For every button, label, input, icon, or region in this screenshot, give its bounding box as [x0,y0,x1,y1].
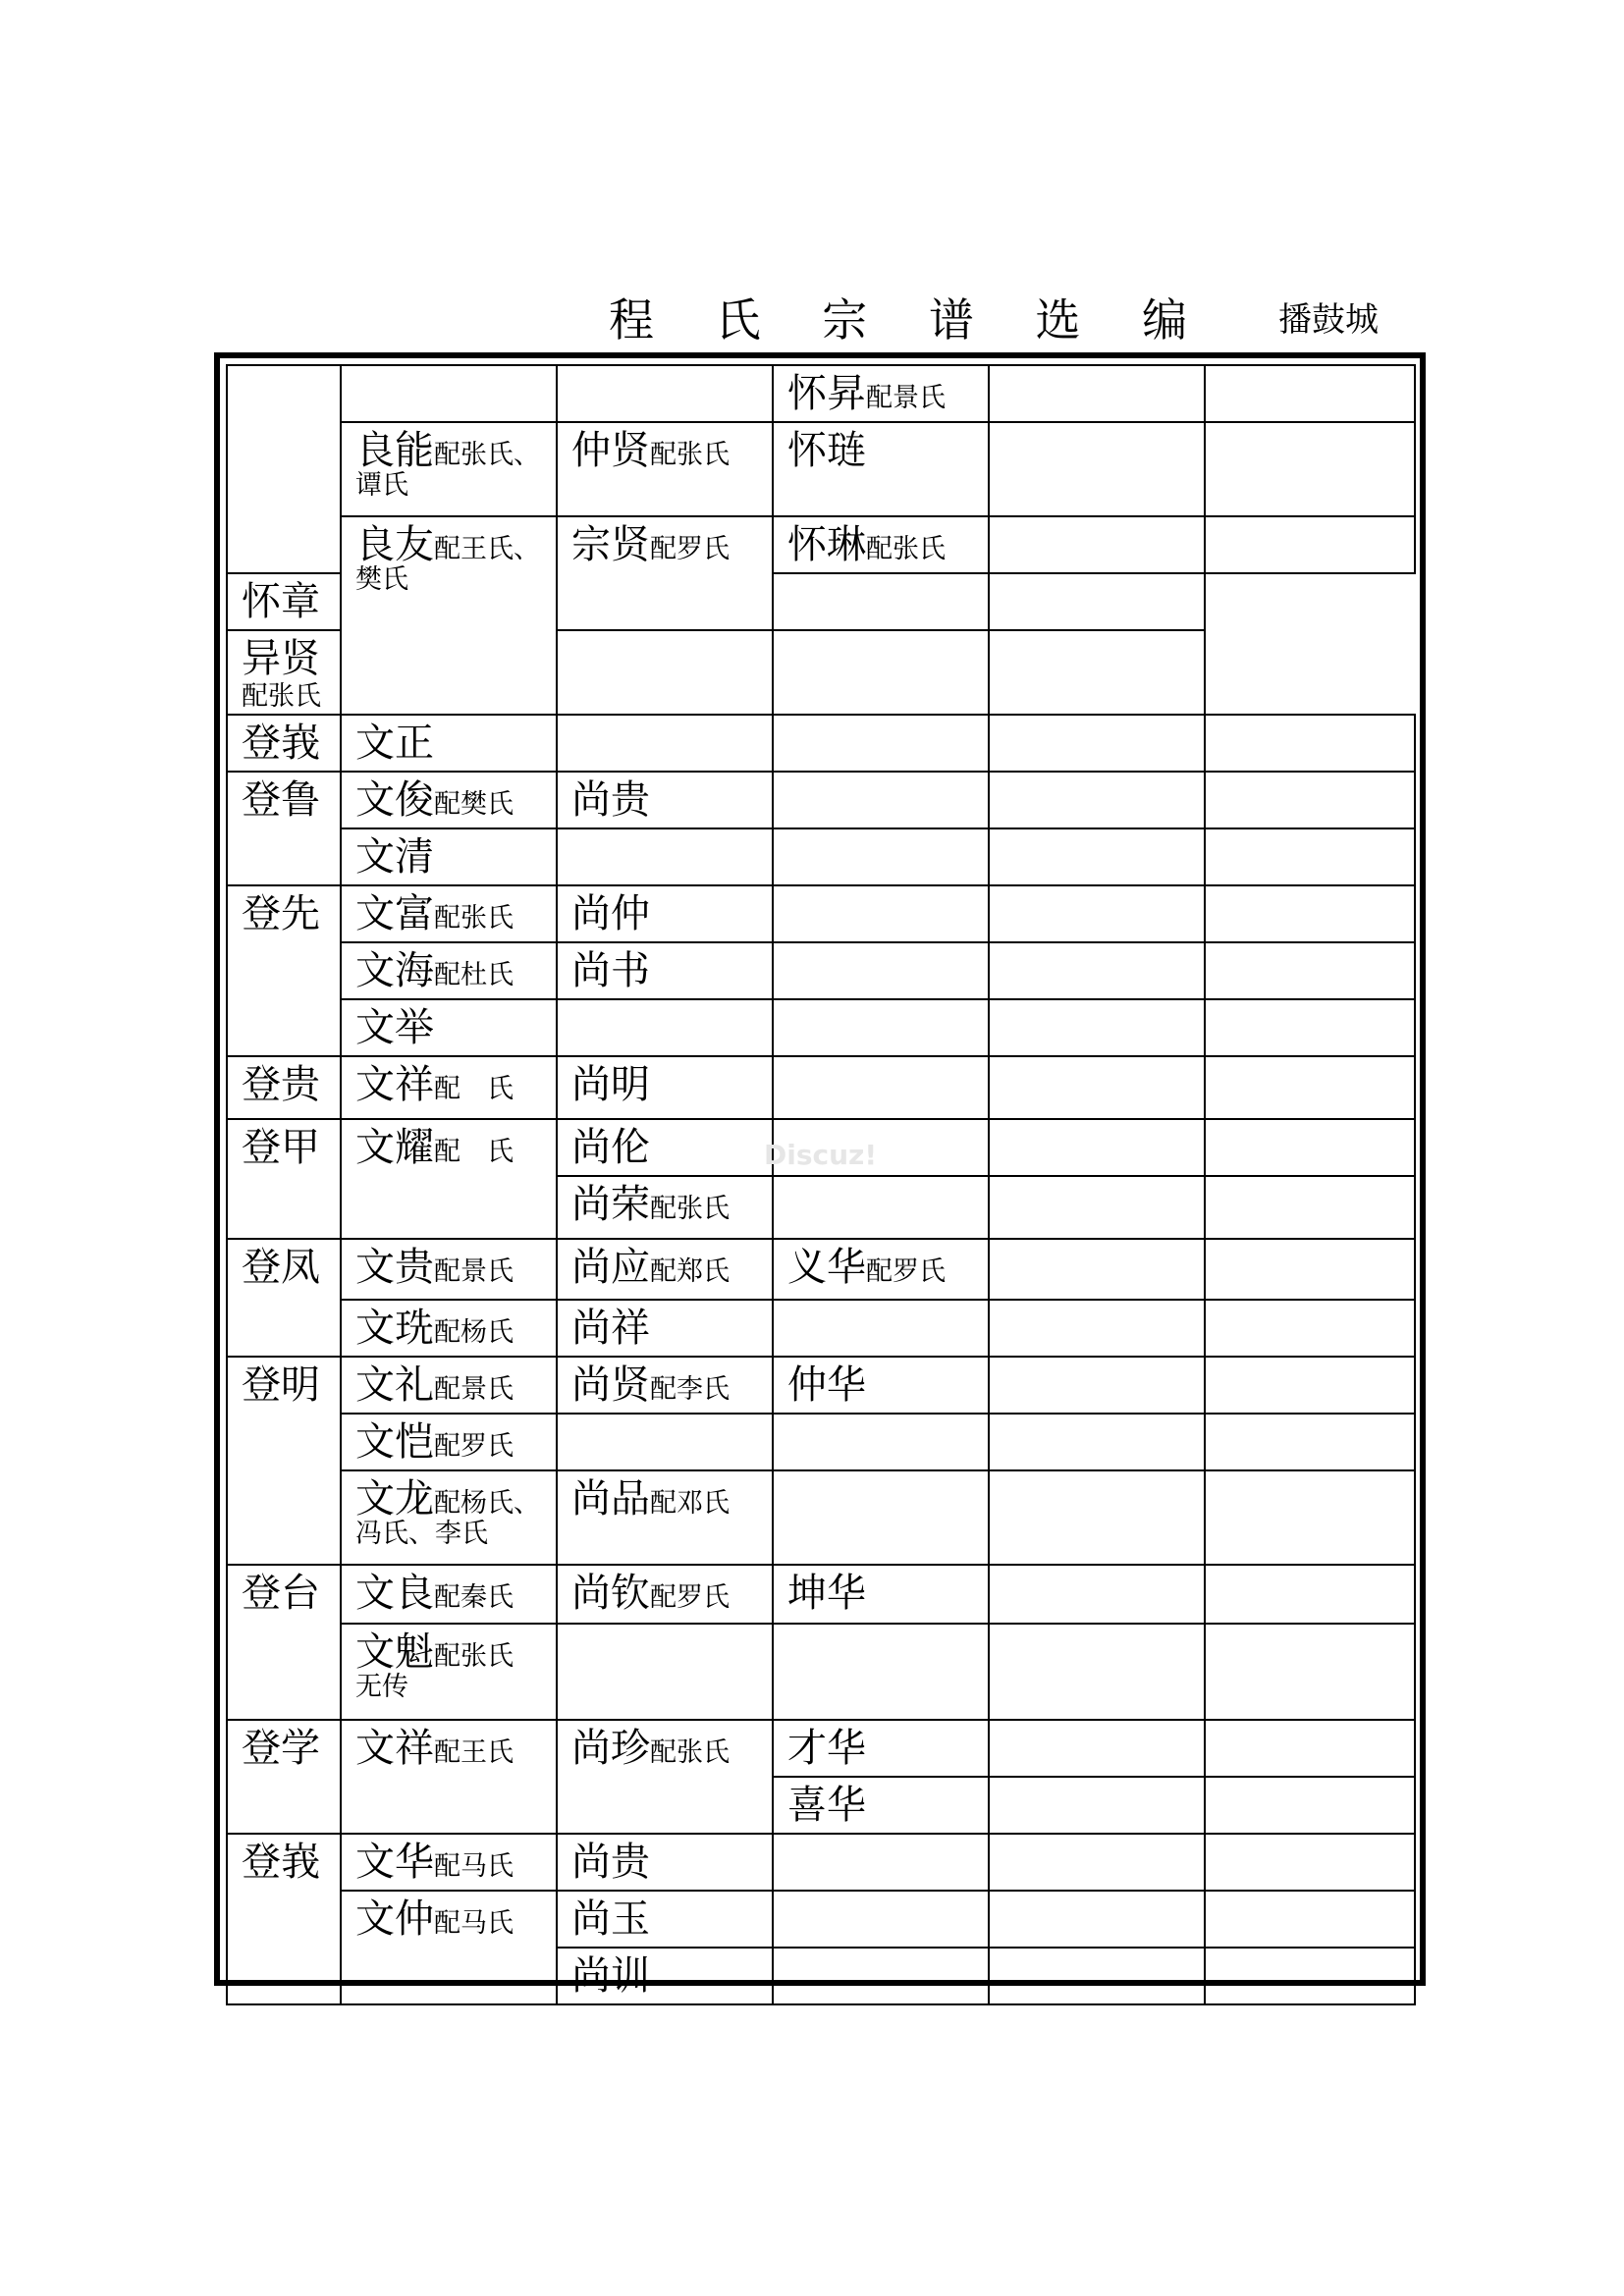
spouse-note-continued: 无传 [355,1672,408,1702]
person-name: 登峩 [242,721,320,766]
person-name: 登先 [242,891,320,936]
table-cell [557,828,773,885]
table-cell [773,1565,989,1624]
table-cell [557,1357,773,1414]
table-cell [557,885,773,942]
table-cell [773,1891,989,1948]
person-name: 登贵 [242,1062,320,1107]
table-cell [1205,1624,1415,1720]
table-cell [989,715,1205,772]
spouse-note: 配景氏 [434,1374,514,1405]
person-name: 文恺 [355,1419,434,1465]
person-name: 喜华 [787,1783,866,1828]
table-cell [1205,828,1415,885]
table-cell [773,715,989,772]
table-cell [989,942,1205,999]
table-row [227,885,1415,942]
table-cell [341,1565,557,1624]
spouse-note: 配张氏、 [434,440,540,470]
watermark: Discuz! [764,1139,878,1171]
table-cell [557,1239,773,1300]
table-cell [341,1470,557,1565]
table-cell [341,516,557,715]
table-cell [1205,1565,1415,1624]
spouse-note: 配罗氏 [650,534,730,564]
table-cell [341,1414,557,1470]
spouse-note: 配李氏 [650,1374,730,1405]
spouse-note: 配 氏 [434,1137,514,1167]
person-name: 文魁 [355,1629,434,1675]
table-cell [773,885,989,942]
table-cell [989,573,1205,630]
table-cell [557,1119,773,1176]
person-name: 坤华 [787,1571,866,1616]
spouse-note: 配郑氏 [650,1256,730,1287]
table-cell [557,1624,773,1720]
spouse-note: 配罗氏 [650,1582,730,1613]
table-cell [1205,942,1415,999]
table-cell [557,1565,773,1624]
table-cell [1205,516,1415,573]
table-cell [1205,1357,1415,1414]
table-cell [989,1891,1205,1948]
person-name: 登学 [242,1726,320,1771]
table-cell [773,1239,989,1300]
table-row [227,1624,1415,1720]
table-cell [773,1948,989,2004]
genealogy-table [226,364,1416,2005]
table-cell [1205,422,1415,516]
person-name: 文仲 [355,1896,434,1942]
person-name: 怀琏 [787,428,866,473]
table-cell [557,1470,773,1565]
person-name: 尚珍 [571,1726,650,1771]
table-cell [1205,1891,1415,1948]
person-name: 文海 [355,948,434,993]
person-name: 登鲁 [242,777,320,823]
table-cell [227,772,341,885]
person-name: 文祥 [355,1726,434,1771]
person-name: 文贵 [355,1245,434,1290]
person-name: 尚伦 [571,1125,650,1170]
person-name: 文举 [355,1005,434,1050]
table-cell [989,999,1205,1056]
table-cell [989,885,1205,942]
table-cell [1205,1414,1415,1470]
person-name: 登峩 [242,1840,320,1885]
table-cell [557,516,773,630]
table-cell [341,1624,557,1720]
table-cell [1205,715,1415,772]
spouse-note: 配景氏 [434,1256,514,1287]
table-cell [341,365,557,422]
table-cell [341,1300,557,1357]
table-cell [341,1891,557,2004]
table-cell [341,942,557,999]
person-name: 义华 [787,1245,866,1290]
person-name: 怀昇 [787,371,866,416]
person-name: 尚训 [571,1953,650,1999]
person-name: 尚明 [571,1062,650,1107]
table-cell [1205,1948,1415,2004]
person-name: 尚仲 [571,891,650,936]
table-cell [989,1176,1205,1239]
table-cell [227,1239,341,1357]
table-cell [989,516,1205,573]
person-name: 尚贵 [571,1840,650,1885]
person-name: 登凤 [242,1245,320,1290]
person-name: 尚荣 [571,1182,650,1227]
table-cell [227,1119,341,1239]
table-row [227,715,1415,772]
table-cell [773,1720,989,1777]
person-name: 文珗 [355,1306,434,1351]
person-name: 宗贤 [571,522,650,567]
table-cell [227,885,341,1056]
spouse-note: 配张氏 [866,534,946,564]
person-name: 尚钦 [571,1571,650,1616]
table-cell [989,1056,1205,1119]
table-cell [989,1777,1205,1834]
person-name: 仲华 [787,1362,866,1408]
table-cell [557,630,773,715]
table-cell [773,1624,989,1720]
table-cell [341,999,557,1056]
table-cell [341,1056,557,1119]
table-cell [557,942,773,999]
table-cell [227,365,341,573]
table-cell [773,1414,989,1470]
table-cell [557,1720,773,1834]
table-cell [989,422,1205,516]
table-row [227,1056,1415,1119]
person-name: 尚玉 [571,1896,650,1942]
spouse-note: 配张氏 [650,1194,730,1224]
table-cell [773,942,989,999]
person-name: 尚书 [571,948,650,993]
spouse-note: 配杨氏 [434,1317,514,1348]
place-name: 播鼓城 [1278,300,1379,340]
table-cell [1205,1470,1415,1565]
table-cell [989,1948,1205,2004]
table-cell [227,1056,341,1119]
table-cell [341,1239,557,1300]
spouse-note: 配罗氏 [434,1431,514,1462]
table-cell [989,365,1205,422]
spouse-note: 配张氏 [434,903,514,934]
person-name: 登明 [242,1362,320,1408]
table-cell [341,828,557,885]
table-cell [341,1357,557,1414]
spouse-note: 配张氏 [650,440,730,470]
table-cell [1205,1300,1415,1357]
table-cell [1205,1834,1415,1891]
table-cell [227,630,341,715]
table-cell [773,516,989,573]
page-title: 程 氏 宗 谱 选 编 [609,294,1212,347]
table-cell [773,630,989,715]
table-cell [773,1056,989,1119]
table-cell [227,715,341,772]
person-name: 良友 [355,522,434,567]
person-name: 仲贤 [571,428,650,473]
table-cell [557,715,773,772]
table-cell [557,422,773,516]
spouse-note: 配杜氏 [434,960,514,990]
person-name: 文华 [355,1840,434,1885]
table-cell [227,1565,341,1720]
person-name: 文耀 [355,1125,434,1170]
spouse-note: 配王氏、 [434,534,540,564]
table-cell [989,1300,1205,1357]
person-name: 才华 [787,1726,866,1771]
table-row [227,1300,1415,1357]
table-row [227,828,1415,885]
table-cell [341,1834,557,1891]
table-cell [1205,1239,1415,1300]
table-cell [989,1470,1205,1565]
spouse-note: 配邓氏 [650,1488,730,1519]
table-cell [1205,999,1415,1056]
spouse-note-continued: 谭氏 [355,470,408,501]
table-cell [341,1720,557,1834]
table-cell [1205,885,1415,942]
table-cell [773,1777,989,1834]
table-cell [1205,1176,1415,1239]
table-row [227,999,1415,1056]
table-row [227,365,1415,422]
person-name: 文清 [355,834,434,880]
table-cell [227,1834,341,2004]
table-cell [773,828,989,885]
table-cell [341,772,557,828]
table-cell [1205,1119,1415,1176]
table-cell [989,1119,1205,1176]
table-row [227,1239,1415,1300]
person-name: 尚祥 [571,1306,650,1351]
table-cell [773,1834,989,1891]
table-row [227,1565,1415,1624]
table-cell [1205,365,1415,422]
table-row [227,1470,1415,1565]
table-row [227,1720,1415,1777]
spouse-note: 配秦氏 [434,1582,514,1613]
table-row [227,1357,1415,1414]
table-cell [773,1470,989,1565]
table-cell [989,630,1205,715]
spouse-note-continued: 樊氏 [355,564,408,595]
table-cell [1205,1056,1415,1119]
table-cell [989,772,1205,828]
table-cell [341,715,557,772]
table-row [227,772,1415,828]
spouse-note: 配张氏 [242,681,321,712]
table-cell [1205,1777,1415,1834]
person-name: 文礼 [355,1362,434,1408]
person-name: 怀章 [242,579,320,624]
spouse-note: 配马氏 [434,1851,514,1882]
table-cell [773,422,989,516]
table-row [227,516,1415,573]
table-cell [989,1624,1205,1720]
table-cell [557,1834,773,1891]
table-cell [773,1300,989,1357]
person-name: 良能 [355,428,434,473]
table-cell [341,885,557,942]
person-name: 怀琳 [787,522,866,567]
spouse-note: 配 氏 [434,1074,514,1104]
person-name: 登台 [242,1571,320,1616]
spouse-note: 配杨氏、 [434,1488,540,1519]
table-row [227,422,1415,516]
table-cell [773,365,989,422]
spouse-note: 配张氏 [650,1737,730,1768]
table-cell [557,1300,773,1357]
spouse-note: 配樊氏 [434,789,514,820]
person-name: 尚应 [571,1245,650,1290]
person-name: 尚贵 [571,777,650,823]
table-cell [989,1720,1205,1777]
person-name: 文龙 [355,1476,434,1522]
person-name: 异贤 [242,636,320,681]
table-cell [1205,1720,1415,1777]
table-cell [989,828,1205,885]
table-cell [227,1720,341,1834]
table-cell [989,1239,1205,1300]
spouse-note: 配张氏 [434,1641,514,1672]
table-row [227,1414,1415,1470]
table-cell [773,772,989,828]
table-cell [989,1357,1205,1414]
table-row [227,1834,1415,1891]
table-cell [557,1414,773,1470]
person-name: 文俊 [355,777,434,823]
table-row [227,1891,1415,1948]
table-cell [773,1176,989,1239]
table-cell [557,1891,773,1948]
person-name: 文良 [355,1571,434,1616]
table-cell [989,1414,1205,1470]
table-cell [1205,772,1415,828]
spouse-note-continued: 冯氏、李氏 [355,1519,488,1549]
table-cell [557,1056,773,1119]
table-cell [989,1834,1205,1891]
person-name: 文祥 [355,1062,434,1107]
table-cell [989,1565,1205,1624]
person-name: 文富 [355,891,434,936]
person-name: 尚品 [571,1476,650,1522]
table-cell [773,999,989,1056]
table-cell [557,999,773,1056]
table-cell [773,1357,989,1414]
spouse-note: 配罗氏 [866,1256,946,1287]
person-name: 登甲 [242,1125,320,1170]
table-cell [227,573,341,630]
table-cell [341,422,557,516]
spouse-note: 配王氏 [434,1737,514,1768]
table-cell [341,1119,557,1239]
table-cell [557,772,773,828]
table-cell [227,1357,341,1565]
spouse-note: 配马氏 [434,1908,514,1939]
table-cell [557,365,773,422]
person-name: 尚贤 [571,1362,650,1408]
spouse-note: 配景氏 [866,383,946,413]
person-name: 文正 [355,721,434,766]
table-cell [557,1176,773,1239]
table-cell [773,573,989,630]
table-row [227,942,1415,999]
table-cell [557,1948,773,2004]
